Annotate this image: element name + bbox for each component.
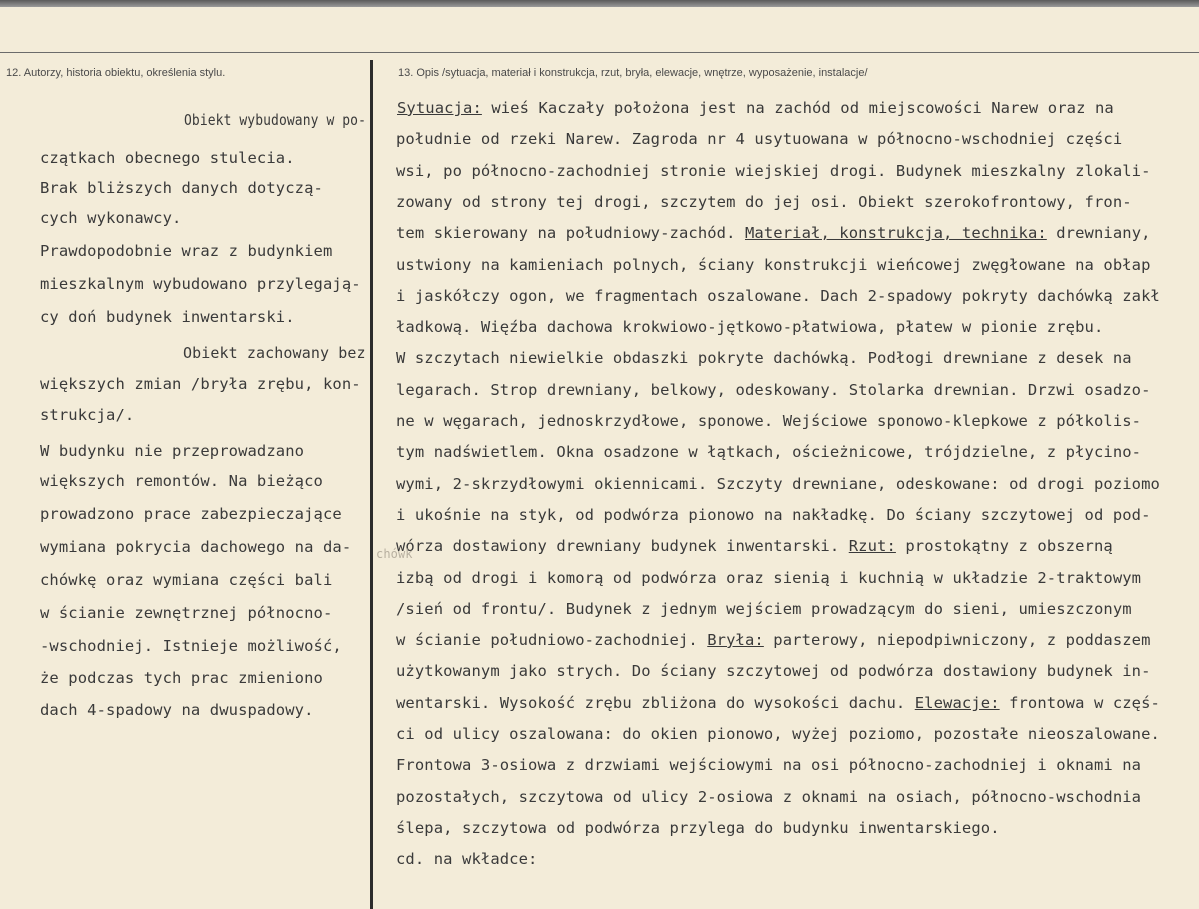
left-text-line: że podczas tych prac zmieniono — [40, 669, 323, 687]
left-text-line: Brak bliższych danych dotyczą- — [40, 179, 323, 197]
text-segment: drewniany, — [1046, 224, 1151, 242]
left-text-line: w ścianie zewnętrznej północno- — [40, 604, 333, 622]
text-segment: Frontowa 3-osiowa z drzwiami wejściowymi na osi północno-zachodniej i oknami na — [396, 756, 1142, 774]
left-text-line: Obiekt wybudowany w po- — [184, 111, 367, 129]
right-text-line — [396, 348, 1132, 368]
text-segment: i ukośnie na styk, od podwórza pionowo na nakładkę. Do ściany szczytowej od pod- — [396, 506, 1151, 524]
section-heading: Materiał, konstrukcja, technika: — [744, 224, 1047, 242]
left-text-line: mieszkalnym wybudowano przylegają- — [40, 275, 361, 293]
right-text-line — [396, 536, 1113, 556]
left-text-line: Prawdopodobnie wraz z budynkiem — [40, 242, 333, 260]
right-text-line — [396, 192, 1132, 212]
left-text-line: Obiekt zachowany bez — [183, 344, 366, 362]
text-segment: południe od rzeki Narew. Zagroda nr 4 usytuowana w północno-wschodniej części — [396, 130, 1123, 148]
text-segment: i jaskółczy ogon, we fragmentach oszalowane. Dach 2-spadowy pokryty dachówką zakł — [396, 287, 1160, 305]
left-text-line: cy doń budynek inwentarski. — [40, 308, 295, 326]
left-text-line: czątkach obecnego stulecia. — [40, 149, 295, 167]
scan-top-edge — [0, 0, 1199, 7]
left-section-header: 12. Autorzy, historia obiektu, określenia stylu. — [6, 67, 226, 79]
right-text-line — [396, 724, 1160, 744]
right-text-line — [396, 505, 1151, 525]
right-text-line — [396, 380, 1151, 400]
right-text-line — [396, 661, 1151, 681]
text-segment: frontowa w częś- — [999, 694, 1160, 712]
text-segment: parterowy, niepodpiwniczony, z poddaszem — [763, 631, 1151, 649]
text-segment: zowany od strony tej drogi, szczytem do jej osi. Obiekt szerokofrontowy, fron- — [396, 193, 1132, 211]
text-segment: użytkowanym jako strych. Do ściany szczytowej od podwórza dostawiony budynek in- — [396, 662, 1151, 680]
right-text-line — [396, 442, 1141, 462]
section-heading: Elewacje: — [914, 694, 1000, 712]
left-text-line: większych zmian /bryła zrębu, kon- — [40, 375, 361, 393]
right-text-line — [396, 474, 1160, 494]
text-segment: ne w węgarach, jednoskrzydłowe, sponowe. Wejściowe sponowo-klepkowe z półkolis- — [396, 412, 1142, 430]
text-segment: tem skierowany na południowy-zachód. — [396, 224, 745, 242]
section-heading: Rzut: — [848, 537, 896, 555]
text-segment: prostokątny z obszerną — [895, 537, 1113, 555]
text-segment: wórza dostawiony drewniany budynek inwentarski. — [396, 537, 849, 555]
left-text-line: W budynku nie przeprowadzano — [40, 442, 305, 460]
column-divider — [370, 60, 373, 909]
text-segment: wentarski. Wysokość zrębu zbliżona do wysokości dachu. — [396, 694, 915, 712]
text-segment: ustwiony na kamieniach polnych, ściany konstrukcji wieńcowej zwęgłowane na obłap — [396, 256, 1151, 274]
text-segment: pozostałych, szczytowa od ulicy 2-osiowa z oknami na osiach, północno-wschodnia — [396, 788, 1142, 806]
text-segment: wieś Kaczały położona jest na zachód od miejscowości Narew oraz na — [481, 99, 1114, 117]
right-text-line — [396, 755, 1141, 775]
text-segment: ci od ulicy oszalowana: do okien pionowo, wyżej poziomo, pozostałe nieoszalowane. — [396, 725, 1160, 743]
text-segment: tym nadświetlem. Okna osadzone w łątkach, ościeżnicowe, trójdzielne, z płycino- — [396, 443, 1142, 461]
text-segment: ślepa, szczytowa od podwórza przylega do budynku inwentarskiego. — [396, 819, 1000, 837]
right-text-line — [396, 787, 1141, 807]
left-text-line: strukcja/. — [40, 406, 135, 424]
right-text-line — [396, 411, 1141, 431]
left-text-line: prowadzono prace zabezpieczające — [40, 505, 342, 523]
right-text-line — [396, 255, 1151, 275]
text-segment: legarach. Strop drewniany, belkowy, odeskowany. Stolarka drewnian. Drzwi osadzo- — [396, 381, 1151, 399]
text-segment: wymi, 2-skrzydłowymi okiennicami. Szczyty drewniane, odeskowane: od drogi poziomo — [396, 475, 1160, 493]
header-rule — [0, 52, 1199, 53]
right-text-line — [396, 849, 537, 869]
left-text-line: chówkę oraz wymiana części bali — [40, 571, 333, 589]
right-text-line — [396, 286, 1160, 306]
right-text-line — [396, 693, 1160, 713]
left-text-line: większych remontów. Na bieżąco — [40, 472, 323, 490]
right-text-line — [397, 98, 1114, 118]
right-text-line — [396, 223, 1151, 243]
right-text-line — [396, 599, 1132, 619]
text-segment: cd. na wkładce: — [396, 850, 538, 868]
right-text-line — [396, 568, 1141, 588]
right-text-line — [396, 161, 1151, 181]
right-text-line — [396, 630, 1151, 650]
left-text-line: dach 4-spadowy na dwuspadowy. — [40, 701, 314, 719]
text-segment: /sień od frontu/. Budynek z jednym wejściem prowadzącym do sieni, umieszczonym — [396, 600, 1132, 618]
section-heading: Bryła: — [707, 631, 764, 649]
right-text-line — [396, 818, 1000, 838]
left-text-line: -wschodniej. Istnieje możliwość, — [40, 637, 342, 655]
left-text-line: wymiana pokrycia dachowego na da- — [40, 538, 352, 556]
text-segment: w ścianie południowo-zachodniej. — [396, 631, 708, 649]
text-segment: izbą od drogi i komorą od podwórza oraz sienią i kuchnią w układzie 2-traktowym — [396, 569, 1142, 587]
left-text-line: cych wykonawcy. — [40, 209, 182, 227]
right-text-line — [396, 129, 1122, 149]
overflow-fragment: chówk — [376, 547, 413, 561]
right-text-line — [396, 317, 1103, 337]
right-section-header: 13. Opis /sytuacja, materiał i konstrukcja, rzut, bryła, elewacje, wnętrze, wyposażenie, instalacje/ — [398, 67, 868, 79]
text-segment: ładkową. Więźba dachowa krokwiowo-jętkowo-płatwiowa, płatew w pionie zrębu. — [396, 318, 1104, 336]
section-heading: Sytuacja: — [397, 99, 482, 117]
text-segment: W szczytach niewielkie obdaszki pokryte dachówką. Podłogi drewniane z desek na — [396, 349, 1132, 367]
text-segment: wsi, po północno-zachodniej stronie wiejskiej drogi. Budynek mieszkalny zlokali- — [396, 162, 1151, 180]
